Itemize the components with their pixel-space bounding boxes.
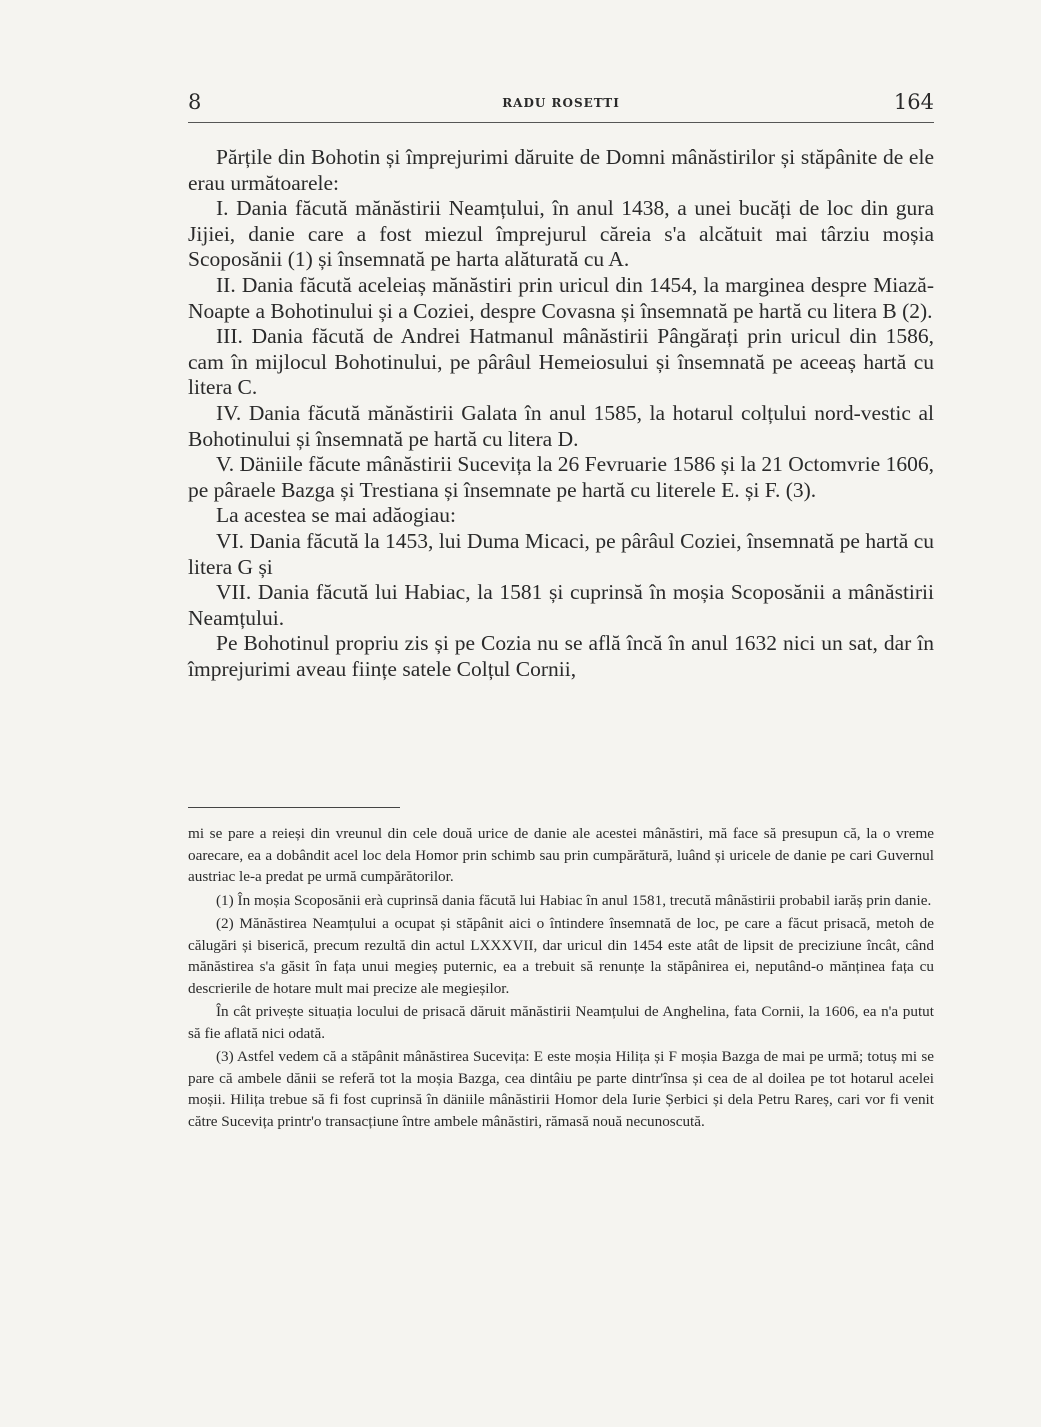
footnote-2: (2) Mănăstirea Neamțului a ocupat și stăpânit aici o întindere însemnată de loc, pe care a făcut prisacă, metoh de călugări și biserică, precum rezultă din actul LXXXVII, dar uricul din 1454 este atât de lipsit de preciziune încât, când mănăstirea s'a găsit în fața unui megieș puternic, ea a trebuit să renunțe la stăpânirea ei, neputând-o mănținea fața cu descrierile de hotare mult mai precize ale megieșilor. xyxy=(188,915,934,997)
paragraph: La acestea se mai adăogiau: xyxy=(216,503,456,528)
paragraph: Părțile din Bohotin și împrejurimi dăruite de Domni mânăstirilor și stăpânite de ele erau următoarele: xyxy=(188,145,934,195)
paragraph: VI. Dania făcută la 1453, lui Duma Micaci, pe pârâul Coziei, însemnată pe hartă cu litera G și xyxy=(188,528,934,579)
footnote-separator xyxy=(188,807,400,808)
page-header xyxy=(188,88,934,123)
footnote-2-continued: În cât privește situația locului de prisacă dăruit mănăstirii Neamțului de Anghelina, fata Cornii, la 1606, ea n'a putut să fie aflată nici odată. xyxy=(188,1003,934,1042)
footnote-3: (3) Astfel vedem că a stăpânit mânăstirea Sucevița: E este moșia Hilița și F moșia Bazga de mai pe urmă; totuș mi se pare că ambele dănii se referă tot la moșia Bazga, cea dintâiu pe parte dintr'însa și cea de al doilea pe tot hotarul acelei moșii. Hilița trebue să fi fost cuprinsă în däniile mânăstirii Homor dela Iurie Șerbici și dela Petru Rareș, cari vor fi venit către Sucevița printr'o transacțiune între ambele mânăstiri, rămasă nouă necunoscută. xyxy=(188,1048,934,1130)
paragraph: VII. Dania făcută lui Habiac, la 1581 și cuprinsă în moșia Scoposănii a mânăstirii Neamțului. xyxy=(188,580,934,630)
paragraph: IV. Dania făcută mănăstirii Galata în anul 1585, la hotarul colțului nord-vestic al Bohotinului și însemnată pe hartă cu litera D. xyxy=(188,400,934,451)
paragraph: III. Dania făcută de Andrei Hatmanul mânăstirii Pângărați prin uricul din 1586, cam în mijlocul Bohotinului, pe pârâul Hemeiosului și însemnată pe aceeaș hartă cu litera C. xyxy=(188,324,934,400)
main-text xyxy=(188,145,934,682)
page-number-right: 164 xyxy=(893,90,934,114)
running-head: RADU ROSETTI xyxy=(502,96,620,110)
paragraph: V. Däniile făcute mânăstirii Sucevița la 26 Fevruarie 1586 și la 21 Octomvrie 1606, pe pâraele Bazga și Trestiana și însemnate pe hartă cu literele E. și F. (3). xyxy=(188,452,934,502)
paragraph: Pe Bohotinul propriu zis și pe Cozia nu se află încă în anul 1632 nici un sat, dar în împrejurimi aveau ființe satele Colțul Cornii, xyxy=(188,631,934,681)
footnote-1: (1) În moșia Scoposănii erà cuprinsă dania făcută lui Habiac în anul 1581, trecută mânăstirii probabil iarăș prin danie. xyxy=(216,891,932,909)
paragraph: I. Dania făcută mănăstirii Neamțului, în anul 1438, a unei bucăți de loc din gura Jijiei, danie care a fost miezul împrejurul căreia s'a alcătuit mai târziu moșia Scoposănii (1) și însemnată pe harta alăturată cu A. xyxy=(188,196,934,272)
paragraph: II. Dania făcută aceleiaș mănăstiri prin uricul din 1454, la marginea despre Miază-Noapte a Bohotinului și a Coziei, despre Covasna și însemnată pe hartă cu litera B (2). xyxy=(188,272,934,323)
footnotes xyxy=(188,823,934,1134)
page-number-left: 8 xyxy=(188,90,202,114)
footnote-continuation: mi se pare a reieși din vreunul din cele două urice de danie ale acestei mânăstiri, mă face să presupun că, la o vreme oarecare, ea a dobândit acel loc dela Homor prin schimb sau prin cumpărătură, luând și uricele de danie pe cari Guvernul austriac le-a predat pe urmă cumpărătorilor. xyxy=(188,825,934,885)
